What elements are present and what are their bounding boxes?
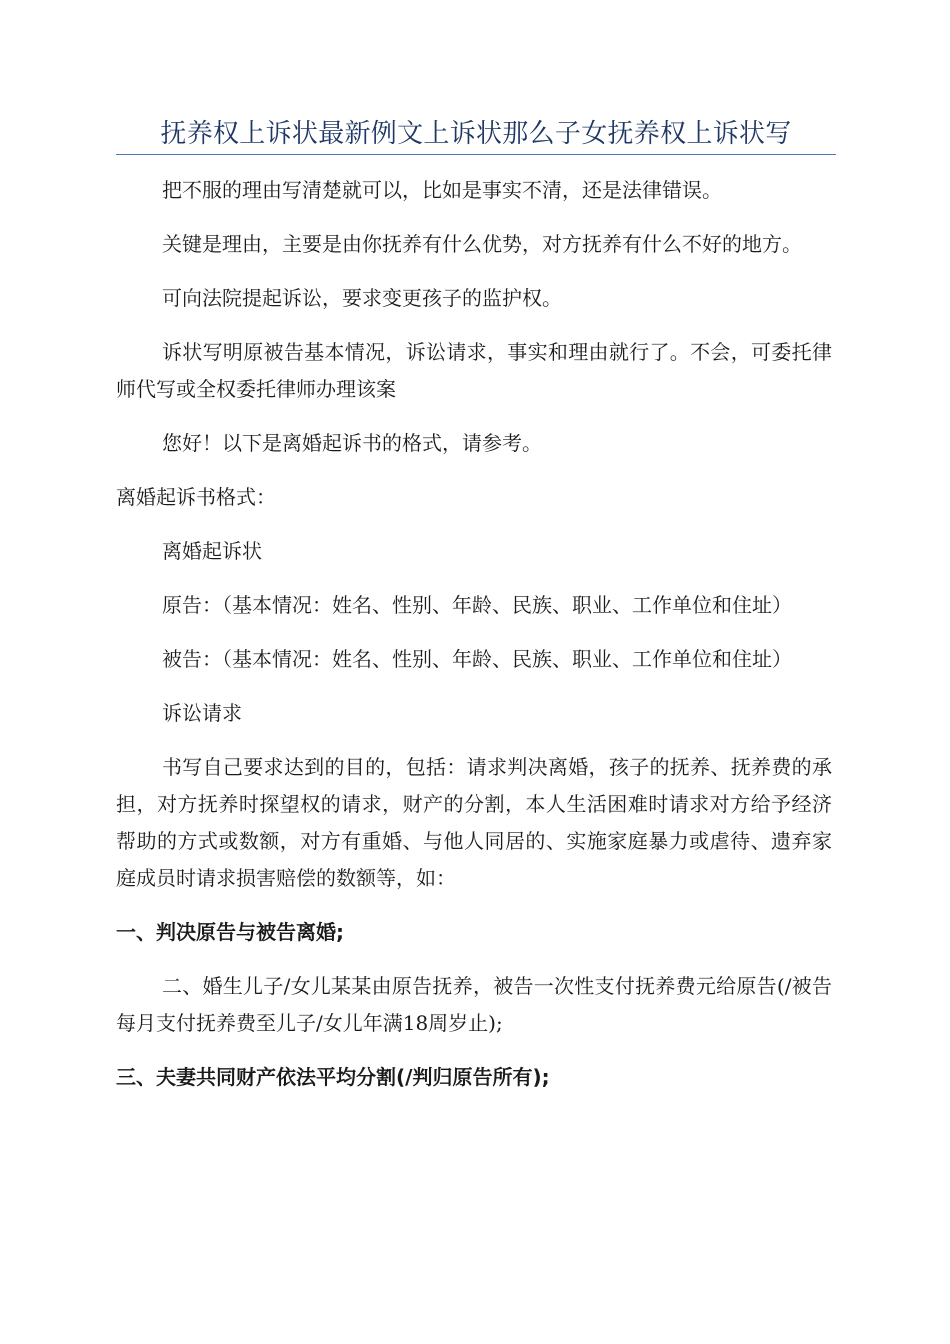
paragraph: 书写自己要求达到的目的，包括：请求判决离婚，孩子的抚养、抚养费的承担，对方抚养时探望权的请求，财产的分割，本人生活困难时请求对方给予经济帮助的方式或数额，对方有重婚、与他人同居的、实施家庭暴力或虐待、遗弃家庭成员时请求损害赔偿的数额等，如：	[116, 755, 832, 890]
paragraph: 您好！以下是离婚起诉书的格式，请参考。	[162, 431, 542, 455]
paragraph: 可向法院提起诉讼，要求变更孩子的监护权。	[162, 286, 562, 310]
paragraph: 原告：（基本情况：姓名、性别、年龄、民族、职业、工作单位和住址）	[162, 593, 792, 617]
paragraph: 把不服的理由写清楚就可以，比如是事实不清，还是法律错误。	[162, 178, 722, 202]
document-title: 抚养权上诉状最新例文上诉状那么子女抚养权上诉状写	[160, 119, 792, 149]
paragraph: 被告：（基本情况：姓名、性别、年龄、民族、职业、工作单位和住址）	[162, 647, 792, 671]
paragraph: 诉状写明原被告基本情况，诉讼请求，事实和理由就行了。不会，可委托律师代写或全权委托律师办理该案	[116, 340, 832, 401]
paragraph: 关键是理由，主要是由你抚养有什么优势，对方抚养有什么不好的地方。	[162, 232, 802, 256]
subheading: 诉讼请求	[162, 701, 242, 725]
section-label: 离婚起诉书格式：	[116, 485, 276, 509]
title-underline	[116, 154, 836, 155]
bold-heading: 一、判决原告与被告离婚;	[116, 920, 344, 944]
bold-heading: 三、夫妻共同财产依法平均分割(/判归原告所有);	[116, 1065, 550, 1089]
subheading: 离婚起诉状	[162, 539, 262, 563]
paragraph: 二、婚生儿子/女儿某某由原告抚养，被告一次性支付抚养费元给原告(/被告每月支付抚养费至儿子/女儿年满18周岁止);	[116, 974, 832, 1035]
document-body	[116, 172, 832, 1113]
